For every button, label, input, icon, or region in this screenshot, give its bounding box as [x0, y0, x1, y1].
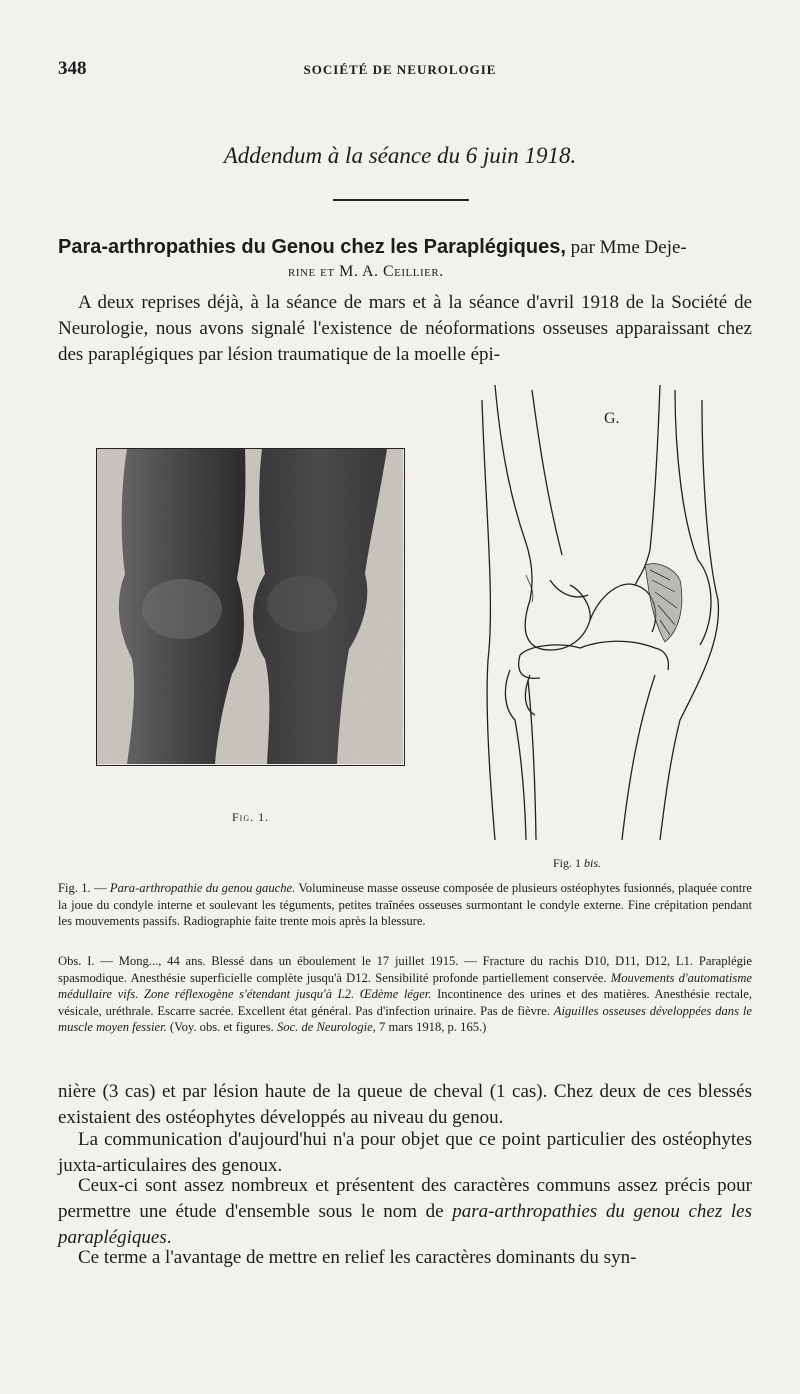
paragraph-4: Ce terme a l'avantage de mettre en relief les caractères dominants du syn-: [78, 1247, 637, 1268]
caption-text: Volumineuse masse osseuse composée de plusieurs ostéophytes fusionnés, plaquée contre la joue du condyle interne et soulevant les téguments, petites traînées osseuses surmontant le condyle externe. Fine crépitation pendant les mouvements passifs. Radiographie faite trente mois après la blessure.: [58, 881, 752, 928]
observation-paragraph: [58, 953, 752, 1036]
drawing-letter: G.: [604, 410, 620, 427]
knee-skeleton-drawing: [470, 380, 770, 850]
paragraph-3: [58, 1173, 752, 1251]
p3-text: Ceux-ci sont assez nombreux et présentent des caractères communs assez précis pour permettre une étude d'ensemble sous le nom de: [58, 1175, 752, 1222]
continuation-paragraph: nière (3 cas) et par lésion haute de la queue de cheval (1 cas). Chez deux de ces blessés existaient des ostéophytes développés au niveau du genou.: [58, 1081, 752, 1128]
caption-prefix: Fig. 1. —: [58, 881, 110, 895]
figure-1bis-label: [553, 856, 601, 871]
caption-italic-title: Para-arthropathie du genou gauche.: [109, 881, 296, 895]
knee-photograph: [96, 448, 405, 766]
obs-part1: Obs. I. — Mong..., 44 ans. Blessé dans un éboulement le 17 juillet 1915. — Fracture du rachis D10, D11, D12, L1. Paraplégie spasmodique. Anesthésie superficielle complète jusqu'à D12. Sensibilité profonde partiellement conservée.: [58, 954, 752, 985]
article-title-text: Para-arthropathies du Genou chez les Paraplégiques,: [58, 236, 566, 258]
figure-1bis-suffix: bis.: [584, 856, 602, 870]
intro-paragraph: A deux reprises déjà, à la séance de mars et à la séance d'avril 1918 de la Société de Neurologie, nous avons signalé l'existence de néoformations osseuses apparaissant chez des paraplégiques par lésion traumatique de la moelle épi-: [58, 292, 752, 365]
obs-part4: 7 mars 1918, p. 165.): [375, 1020, 487, 1034]
obs-part3: (Voy. obs. et figures.: [166, 1020, 277, 1034]
knee-photo-image: [97, 449, 403, 764]
obs-italic1: Mouvements d'automatisme médullaire vifs. Zone réflexogène s'étendant jusqu'à L2. Œdème léger.: [58, 970, 752, 1001]
article-byline: par Mme Deje-: [565, 237, 687, 258]
obs-italic2: Aiguilles osseuses développées dans le muscle moyen fessier.: [58, 1003, 752, 1034]
paragraph-2: La communication d'aujourd'hui n'a pour objet que ce point particulier des ostéophytes juxta-articulaires des genoux.: [58, 1129, 752, 1176]
page-number: 348: [58, 58, 87, 79]
running-title: SOCIÉTÉ DE NEUROLOGIE: [303, 62, 497, 77]
figure-caption: [58, 880, 752, 930]
figure-1-label: Fig. 1.: [232, 810, 270, 824]
section-rule: [333, 199, 469, 201]
obs-part2: Incontinence des urines et des matières. Anesthésie rectale, vésicale, uréthrale. Escarre sacrée. Excellent état général. Pas d'infection urinaire. Pas de fièvre.: [58, 987, 753, 1018]
article-title: [58, 236, 687, 259]
obs-italic3: Soc. de Neurologie,: [276, 1020, 376, 1034]
article-authors: rine et M. A. Ceillier.: [288, 263, 444, 280]
figure-1bis-text: Fig. 1: [553, 856, 582, 870]
addendum-heading: Addendum à la séance du 6 juin 1918.: [223, 143, 577, 168]
p3-italic: para-arthropathies du genou chez les paraplégiques: [58, 1201, 752, 1248]
p3-end: .: [166, 1227, 172, 1248]
